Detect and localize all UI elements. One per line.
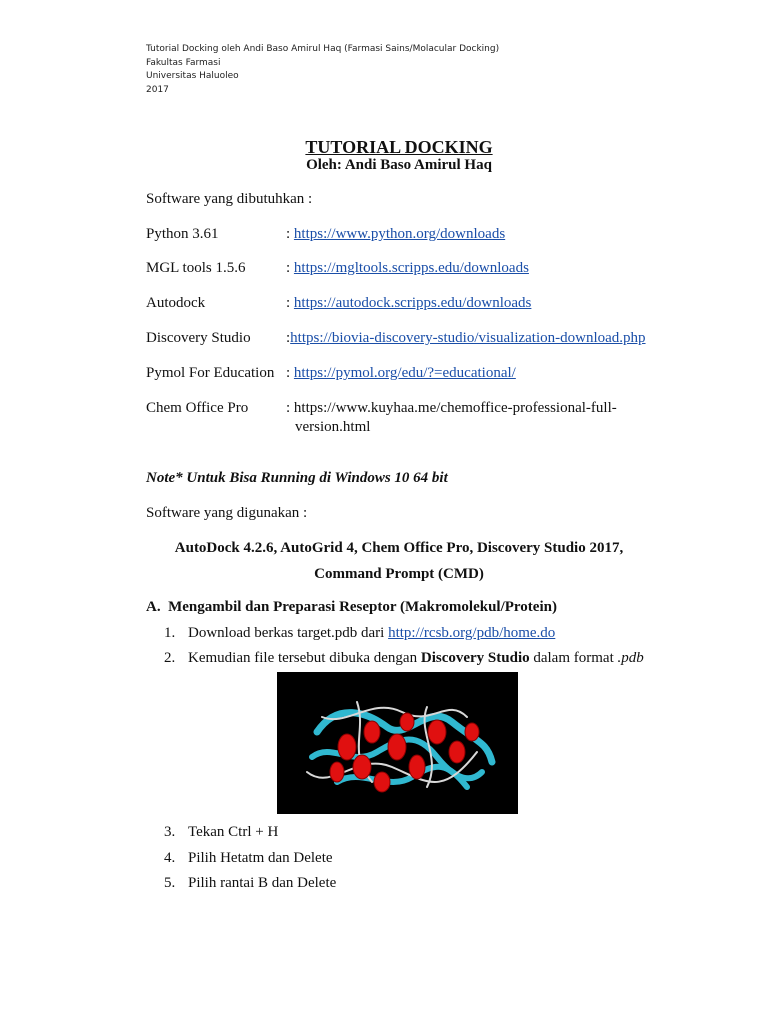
software-name-chemoffice: Chem Office Pro: [146, 400, 249, 416]
step-3: Tekan Ctrl + H: [188, 824, 279, 840]
software-name-mgltools: MGL tools 1.5.6: [146, 260, 246, 276]
discovery-studio-download-link[interactable]: https://biovia-discovery-studio/visualization-download.php: [290, 330, 646, 346]
rcsb-link[interactable]: http://rcsb.org/pdb/home.do: [388, 625, 556, 641]
chemoffice-url-continuation: version.html: [295, 419, 371, 435]
step-number: 1.: [164, 625, 176, 641]
step-italic-text: .pdb: [617, 650, 644, 666]
header-line-3: Universitas Haluoleo: [146, 71, 239, 81]
software-name-pymol: Pymol For Education: [146, 365, 275, 381]
software-row-autodock: [286, 295, 531, 312]
step-text: Download berkas target.pdb dari: [188, 625, 389, 641]
colon: :: [286, 260, 294, 276]
colon: :: [286, 226, 294, 242]
step-number: 5.: [164, 875, 176, 891]
step-number: 4.: [164, 850, 176, 866]
colon: :: [286, 295, 294, 311]
step-bold-text: Discovery Studio: [420, 650, 530, 666]
chemoffice-url: https://www.kuyhaa.me/chemoffice-professional-full-: [293, 400, 617, 416]
step-4: Pilih Hetatm dan Delete: [188, 850, 333, 866]
step-number: 2.: [164, 650, 176, 666]
section-marker: A.: [146, 599, 161, 615]
software-row-discovery-studio: [286, 330, 646, 347]
step-2: [188, 650, 644, 667]
autodock-download-link[interactable]: https://autodock.scripps.edu/downloads: [293, 295, 532, 311]
windows-note: Note* Untuk Bisa Running di Windows 10 64 bit: [146, 470, 448, 486]
step-text: Kemudian file tersebut dibuka dengan: [188, 650, 421, 666]
software-used-list-line-2: Command Prompt (CMD): [314, 566, 484, 582]
colon: :: [286, 330, 291, 346]
header-line-1: Tutorial Docking oleh Andi Baso Amirul Haq (Farmasi Sains/Molacular Docking): [146, 44, 500, 54]
page-subtitle: Oleh: Andi Baso Amirul Haq: [306, 157, 492, 173]
software-row-pymol: [286, 365, 516, 382]
protein-ribbon-graphic: [277, 672, 518, 814]
software-used-list-line-1: AutoDock 4.2.6, AutoGrid 4, Chem Office Pro, Discovery Studio 2017,: [174, 540, 624, 556]
software-row-python: [286, 226, 505, 243]
software-row-mgltools: [286, 260, 529, 277]
step-text-2: dalam format: [529, 650, 618, 666]
colon: :: [286, 400, 294, 416]
step-5: Pilih rantai B dan Delete: [188, 875, 337, 891]
step-number: 3.: [164, 824, 176, 840]
section-title: Mengambil dan Preparasi Reseptor (Makromolekul/Protein): [168, 599, 557, 615]
protein-structure-image: [277, 672, 518, 814]
header-line-4: 2017: [146, 84, 169, 95]
software-name-autodock: Autodock: [146, 295, 206, 311]
colon: :: [286, 365, 294, 381]
section-a-heading: [146, 599, 557, 616]
pymol-download-link[interactable]: https://pymol.org/edu/?=educational/: [293, 365, 516, 381]
software-name-python: Python 3.61: [146, 226, 219, 242]
page-title: TUTORIAL DOCKING: [305, 137, 493, 157]
mgltools-download-link[interactable]: https://mgltools.scripps.edu/downloads: [293, 260, 529, 276]
step-1: [188, 625, 555, 642]
software-used-label: Software yang digunakan :: [146, 505, 308, 521]
software-row-chemoffice: [286, 400, 617, 417]
software-needed-label: Software yang dibutuhkan :: [146, 191, 313, 207]
software-name-discovery-studio: Discovery Studio: [146, 330, 251, 346]
header-line-2: Fakultas Farmasi: [146, 57, 221, 68]
document-header: [146, 43, 499, 97]
python-download-link[interactable]: https://www.python.org/downloads: [293, 226, 506, 242]
